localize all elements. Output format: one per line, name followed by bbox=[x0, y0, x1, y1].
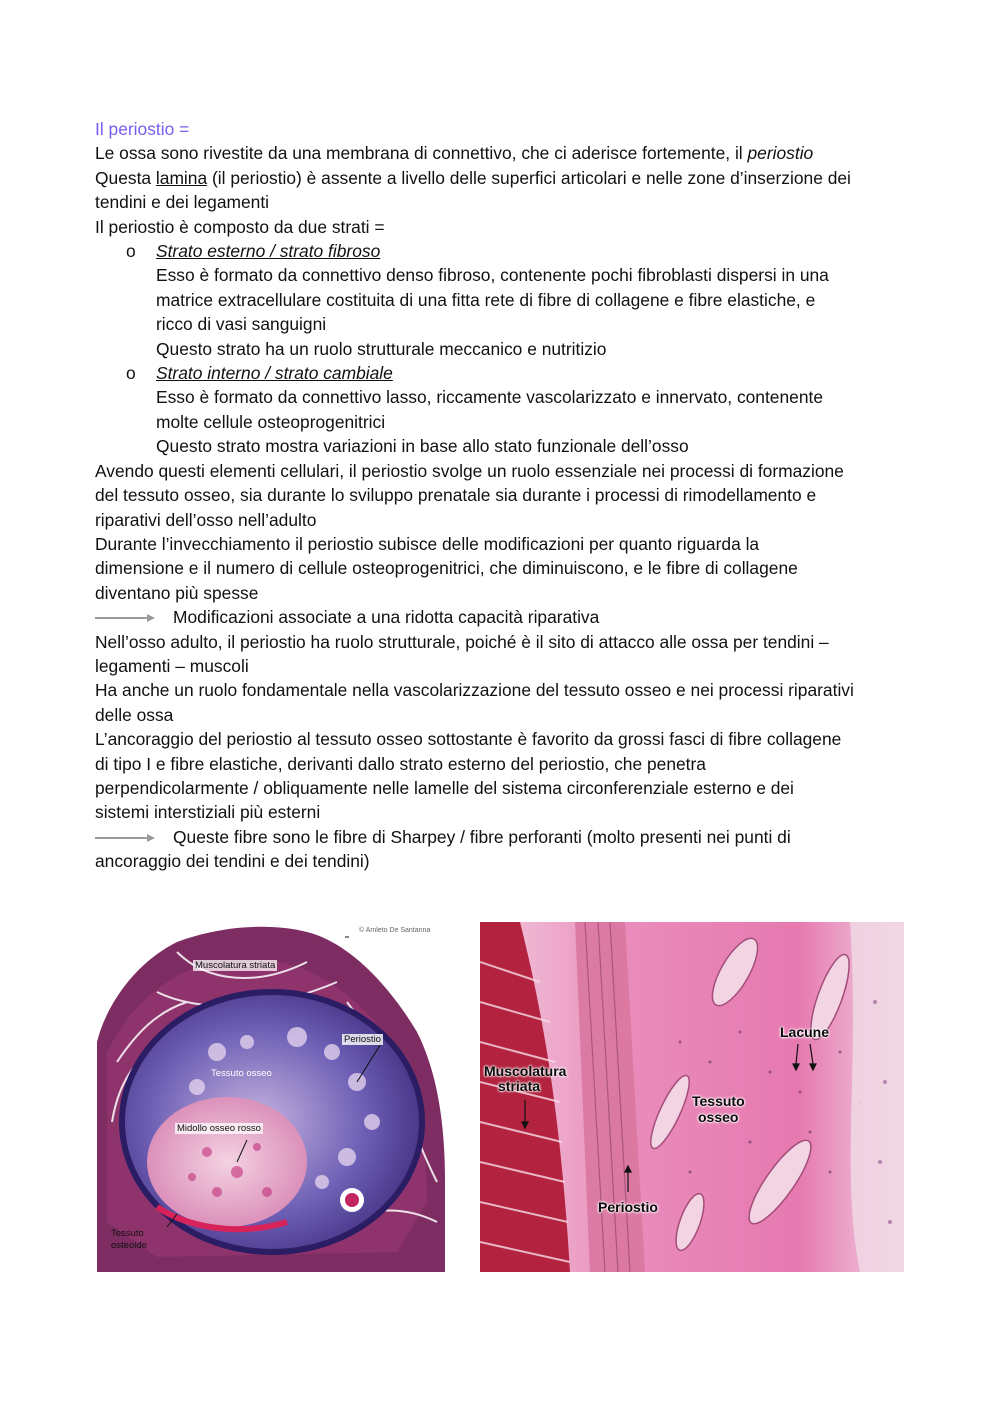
bullet-line: matrice extracellulare costituita di una fitta rete di fibre di collagene e fibre elastiche, e bbox=[156, 289, 816, 310]
bullet-line: Esso è formato da connettivo denso fibroso, contenente pochi fibroblasti dispersi in una bbox=[156, 265, 829, 286]
paragraph-line: Ha anche un ruolo fondamentale nella vascolarizzazione del tessuto osseo e nei processi riparativi bbox=[95, 680, 854, 701]
paragraph-line: dimensione e il numero di cellule osteoprogenitrici, che diminuiscono, e le fibre di collagene bbox=[95, 558, 798, 579]
label-midollo: Midollo osseo rosso bbox=[177, 1123, 261, 1134]
paragraph-line: sistemi interstiziali più esterni bbox=[95, 802, 321, 823]
paragraph-line: Il periostio è composto da due strati = bbox=[95, 216, 385, 237]
label-tessuto-osseo: Tessuto osseo bbox=[211, 1068, 272, 1079]
label-periostio: Periostio bbox=[344, 1034, 381, 1045]
paragraph bbox=[95, 141, 915, 165]
bullet-line: molte cellule osteoprogenitrici bbox=[156, 411, 386, 432]
arrow-text: Modificazioni associate a una ridotta capacità riparativa bbox=[173, 607, 600, 628]
arrow-text: Queste fibre sono le fibre di Sharpey / fibre perforanti (molto presenti nei punti di bbox=[173, 826, 791, 847]
bullet-marker: o bbox=[126, 363, 136, 384]
paragraph-line: Nell’osso adulto, il periostio ha ruolo strutturale, poiché è il sito di attacco alle ossa per tendini – bbox=[95, 631, 829, 652]
label-muscle-1: Muscolatura bbox=[484, 1063, 567, 1079]
paragraph-line: Avendo questi elementi cellulari, il periostio svolge un ruolo essenziale nei processi di formazione bbox=[95, 460, 844, 481]
bullet-line: Questo strato ha un ruolo strutturale meccanico e nutritizio bbox=[156, 338, 607, 359]
label-osteoide-1: Tessuto bbox=[111, 1228, 144, 1239]
paragraph-line: legamenti – muscoli bbox=[95, 655, 249, 676]
arrow-right-icon bbox=[95, 613, 155, 623]
histology-image-bone-section bbox=[97, 922, 445, 1272]
label-tessuto-1: Tessuto bbox=[692, 1093, 745, 1109]
paragraph-line: perpendicolarmente / obliquamente nelle lamelle del sistema circonferenziale esterno e dei bbox=[95, 777, 794, 798]
section-title: Il periostio = bbox=[95, 119, 190, 139]
paragraph-line: delle ossa bbox=[95, 704, 174, 725]
label-muscle-2: striata bbox=[498, 1078, 541, 1094]
bullet-heading: Strato interno / strato cambiale bbox=[156, 363, 393, 384]
bullet-item bbox=[95, 361, 915, 385]
paragraph bbox=[95, 166, 915, 190]
text: (il periostio) è assente a livello delle superfici articolari e nelle zone d’inserzione dei bbox=[207, 167, 851, 188]
text: Questa bbox=[95, 167, 156, 188]
bullet-marker: o bbox=[126, 241, 136, 262]
paragraph-line: Durante l’invecchiamento il periostio subisce delle modificazioni per quanto riguarda la bbox=[95, 533, 760, 554]
label-osteoide-2: osteoide bbox=[111, 1240, 147, 1251]
bullet-item bbox=[95, 239, 915, 263]
arrow-line bbox=[95, 605, 915, 629]
bone-section-illustration bbox=[97, 922, 445, 1272]
bullet-line: ricco di vasi sanguigni bbox=[156, 314, 327, 335]
paragraph-line: di tipo I e fibre elastiche, derivanti dallo strato esterno del periostio, che penetra bbox=[95, 753, 706, 774]
arrow-right-icon bbox=[95, 833, 155, 843]
paragraph-line: riparativi dell’osso nell’adulto bbox=[95, 509, 317, 530]
label-periostio: Periostio bbox=[598, 1199, 658, 1215]
bullet-line: Questo strato mostra variazioni in base allo stato funzionale dell’osso bbox=[156, 436, 689, 457]
label-muscle: Muscolatura striata bbox=[195, 960, 276, 971]
paragraph-line: del tessuto osseo, sia durante lo sviluppo prenatale sia durante i processi di rimodellamento e bbox=[95, 485, 817, 506]
arrow-line bbox=[95, 825, 915, 849]
text: Le ossa sono rivestite da una membrana di connettivo, che ci aderisce fortemente, il bbox=[95, 143, 748, 164]
italic-term: periostio bbox=[747, 143, 814, 164]
label-tessuto-2: osseo bbox=[698, 1109, 739, 1125]
histology-image-periosteum bbox=[480, 922, 904, 1272]
paragraph-line: diventano più spesse bbox=[95, 582, 259, 603]
paragraph-line: L’ancoraggio del periostio al tessuto osseo sottostante è favorito da grossi fasci di fibre collagene bbox=[95, 729, 842, 750]
underlined-term: lamina bbox=[155, 167, 208, 188]
bullet-heading: Strato esterno / strato fibroso bbox=[156, 241, 381, 262]
paragraph-line: ancoraggio dei tendini e dei tendini) bbox=[95, 851, 370, 872]
copyright-text: © Amleto De Santanna bbox=[359, 927, 431, 934]
document-body bbox=[95, 117, 915, 874]
bullet-line: Esso è formato da connettivo lasso, riccamente vascolarizzato e innervato, contenente bbox=[156, 387, 824, 408]
label-lacune: Lacune bbox=[780, 1024, 830, 1040]
paragraph-line: tendini e dei legamenti bbox=[95, 192, 270, 213]
